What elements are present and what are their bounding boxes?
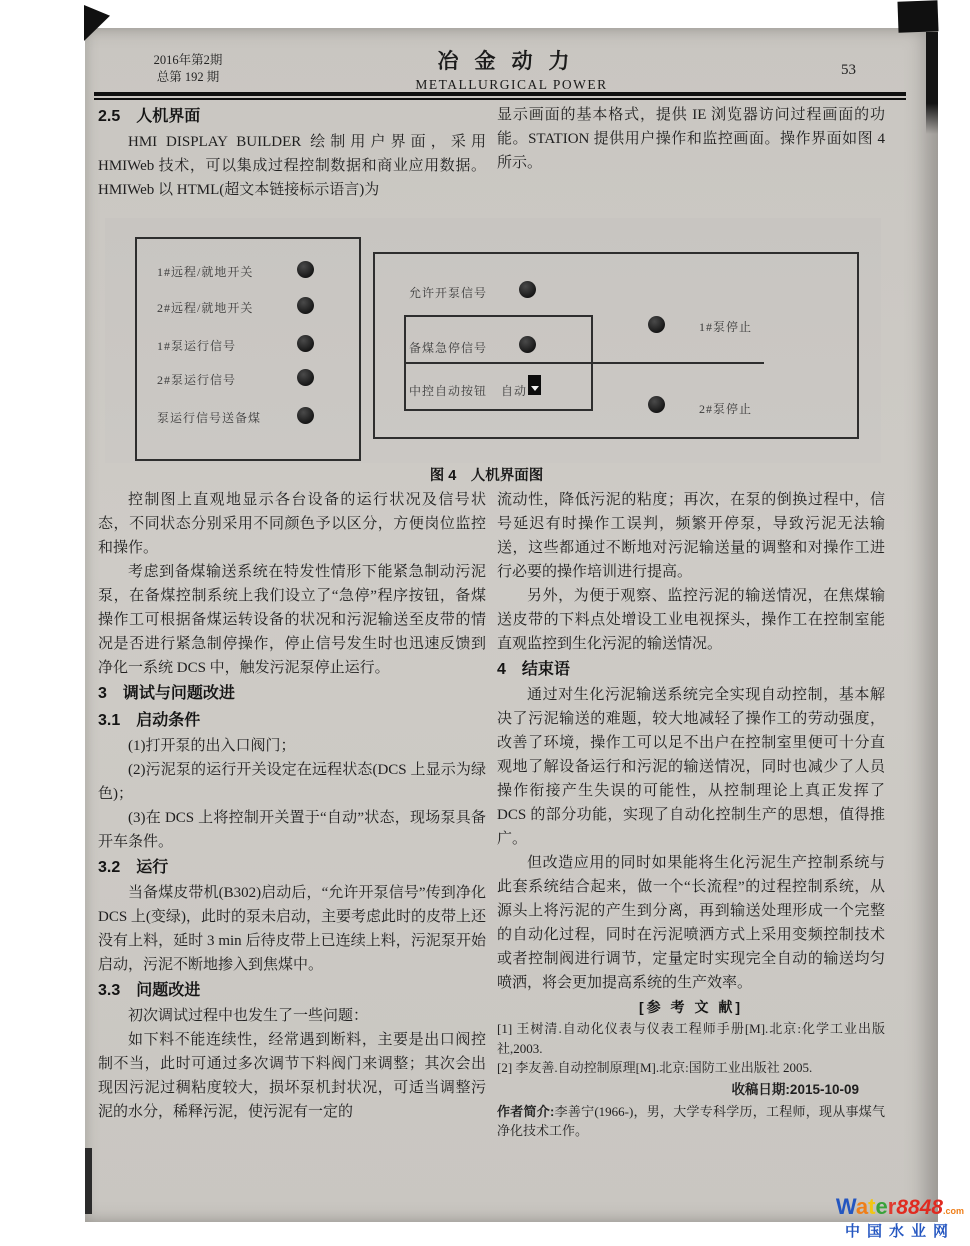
right-column-top [497, 103, 885, 175]
received-date: 收稿日期:2015-10-09 [731, 1081, 859, 1097]
signal-label: 2#远程/就地开关 [157, 301, 254, 315]
pump2-stop-label: 2#泵停止 [699, 402, 753, 416]
scan-artifact [85, 1148, 92, 1214]
signal-label: 1#远程/就地开关 [157, 265, 254, 279]
page-number: 53 [841, 62, 856, 78]
section-2-5-heading: 2.5 人机界面 [98, 108, 201, 125]
paragraph: 但改造应用的同时如果能将生化污泥生产控制系统与此套系统结合起来，做一个“长流程”的过程控制系统，从源头上将污泥的产生到分离，再到输送处理形成一个完整的自动化过程，同时在污泥喷洒方式上采用变频控制技术或者控制阀进行调节，定量定时实现完全自动的输送均匀喷洒，将会更加提高系统的生产效率。 [497, 855, 885, 991]
auto-dropdown[interactable] [528, 375, 541, 395]
paragraph-station: 显示画面的基本格式，提供 IE 浏览器访问过程画面的功能。STATION 提供用户操作和监控画面。操作界面如图 4 所示。 [497, 107, 885, 171]
watermark-cn: 中国水业网 [844, 1223, 955, 1240]
indicator-light [648, 396, 665, 413]
indicator-light [648, 316, 665, 333]
list-item: (2)污泥泵的运行开关设定在远程状态(DCS 上显示为绿色)； [98, 762, 486, 802]
scan-artifact [926, 32, 938, 134]
indicator-light [297, 335, 314, 352]
allow-pump-label: 允许开泵信号 [409, 286, 488, 300]
journal-title-en: METALLURGICAL POWER [415, 77, 608, 92]
paragraph: 考虑到备煤输送系统在特发性情形下能紧急制动污泥泵，在备煤控制系统上我们设立了“急停”程序按钮，备煤操作工可根据备煤运转设备的状况和污泥输送至皮带的情况是否进行紧急制停操作，停止信号发生时也迅速反馈到净化一系统 DCS 中，触发污泥泵停止运行。 [98, 564, 486, 676]
section-3-2-heading: 3.2 运行 [98, 859, 169, 876]
figure-caption: 图 4 人机界面图 [429, 468, 544, 484]
signal-label: 1#泵运行信号 [157, 339, 237, 353]
header-rule-thick [94, 92, 906, 96]
signal-row [137, 407, 359, 425]
indicator-light [519, 281, 536, 298]
figure-left-panel [135, 237, 361, 461]
paragraph: 如下料不能连续性，经常遇到断料，主要是出口阀控制不当，此时可通过多次调节下料阀门来调整；其次会出现因污泥过稠粘度较大，损坏泵机封状况，可适当调整污泥的水分，稀释污泥，使污泥有一定的 [98, 1032, 486, 1120]
indicator-light [297, 297, 314, 314]
indicator-light [297, 407, 314, 424]
list-item: (3)在 DCS 上将控制开关置于“自动”状态，现场泵具备开车条件。 [98, 810, 486, 850]
estop-label: 备煤急停信号 [409, 341, 488, 355]
indicator-light [297, 261, 314, 278]
section-4-heading: 4 结束语 [497, 661, 570, 678]
right-column-bottom [497, 488, 885, 1141]
journal-title-cn: 冶金动力 [437, 49, 586, 73]
pump1-stop-label: 1#泵停止 [699, 320, 753, 334]
journal-title [85, 45, 938, 93]
signal-row [137, 335, 359, 353]
volume-number: 总第 192 期 [156, 70, 220, 84]
figure-right-panel [373, 252, 859, 439]
indicator-light [297, 369, 314, 386]
author-bio [497, 1102, 885, 1141]
reference-item: [2] 李友善.自动控制原理[M].北京:国防工业出版社 2005. [497, 1060, 813, 1075]
watermark-letter: t [868, 1194, 876, 1219]
signal-label: 2#泵运行信号 [157, 373, 237, 387]
paper-page [85, 28, 938, 1222]
reference-item: [1] 王树清.自动化仪表与仪表工程师手册[M].北京:化学工业出版社,2003. [497, 1021, 885, 1056]
scan-artifact [897, 0, 938, 32]
header-rule-thin [94, 98, 906, 100]
paragraph: 通过对生化污泥输送系统完全实现自动控制，基本解决了污泥输送的难题，较大地减轻了操作工的劳动强度，改善了环境，操作工可以足不出户在控制室里便可十分直观地了解设备运行和污泥的输送情况，同时也减少了人员操作衔接产生失误的可能性，从控制理论上真正发挥了 DCS 的部分功能，实现了自动化控制生产的思想，值得推广。 [497, 687, 885, 847]
figure-hmi-screenshot [105, 218, 881, 463]
references-heading: [参 考 文 献] [639, 999, 743, 1015]
section-3-3-heading: 3.3 问题改进 [98, 982, 201, 999]
signal-label: 泵运行信号送备煤 [157, 411, 262, 425]
issue-number: 2016年第2期 [153, 53, 223, 67]
watermark-letter: W [835, 1194, 856, 1219]
author-bio-label: 作者简介: [497, 1103, 555, 1119]
section-3-1-heading: 3.1 启动条件 [98, 712, 201, 729]
paragraph: 另外，为便于观察、监控污泥的输送情况，在焦煤输送皮带的下料点处增设工业电视探头，操作工在控制室能直观监控到生化污泥的输送情况。 [497, 588, 885, 652]
water8848-watermark [835, 1194, 964, 1242]
paragraph-hmi: HMI DISPLAY BUILDER 绘制用户界面，采用 HMIWeb 技术，可以集成过程控制数据和商业应用数据。HMIWeb 以 HTML(超文本链接标示语言)为 [98, 134, 486, 198]
indicator-light [519, 336, 536, 353]
auto-button-label: 中控自动按钮 [409, 384, 488, 398]
paragraph: 初次调试过程中也发生了一些问题： [128, 1008, 369, 1024]
author-bio-text: 李善宁(1966-)，男，大学专科学历，工程师，现从事煤气净化技术工作。 [497, 1103, 885, 1138]
signal-row [137, 369, 359, 387]
watermark-logo [835, 1194, 964, 1221]
auto-value: 自动 [501, 384, 528, 398]
paragraph: 控制图上直观地显示各台设备的运行状况及信号状态，不同状态分别采用不同颜色予以区分，方便岗位监控和操作。 [98, 492, 486, 556]
watermark-letter: a [855, 1194, 869, 1219]
signal-row [137, 297, 359, 315]
signal-row [137, 261, 359, 279]
divider-line [404, 362, 764, 364]
paragraph: 当备煤皮带机(B302)启动后，“允许开泵信号”传到净化 DCS 上(变绿)，此时的泵未启动，主要考虑此时的皮带上还没有上料，延时 3 min 后待皮带上已连续上料，污泥泵开始启动，污泥不断地掺入到焦煤中。 [98, 885, 486, 973]
list-item: (1)打开泵的出入口阀门； [128, 738, 296, 754]
left-column-top [98, 103, 486, 202]
watermark-letter: r [887, 1194, 897, 1219]
paragraph: 流动性，降低污泥的粘度；再次，在泵的倒换过程中，信号延迟有时操作工误判，频繁开停泵，导致污泥无法输送，这些都通过不断地对污泥输送量的调整和对操作工进行必要的操作培训进行提高。 [497, 492, 885, 580]
watermark-number: 8848 [896, 1196, 943, 1219]
watermark-dotcom: .com [942, 1206, 964, 1216]
left-column-bottom [98, 488, 486, 1124]
section-3-heading: 3 调试与问题改进 [98, 685, 235, 702]
watermark-letter: e [875, 1194, 888, 1219]
